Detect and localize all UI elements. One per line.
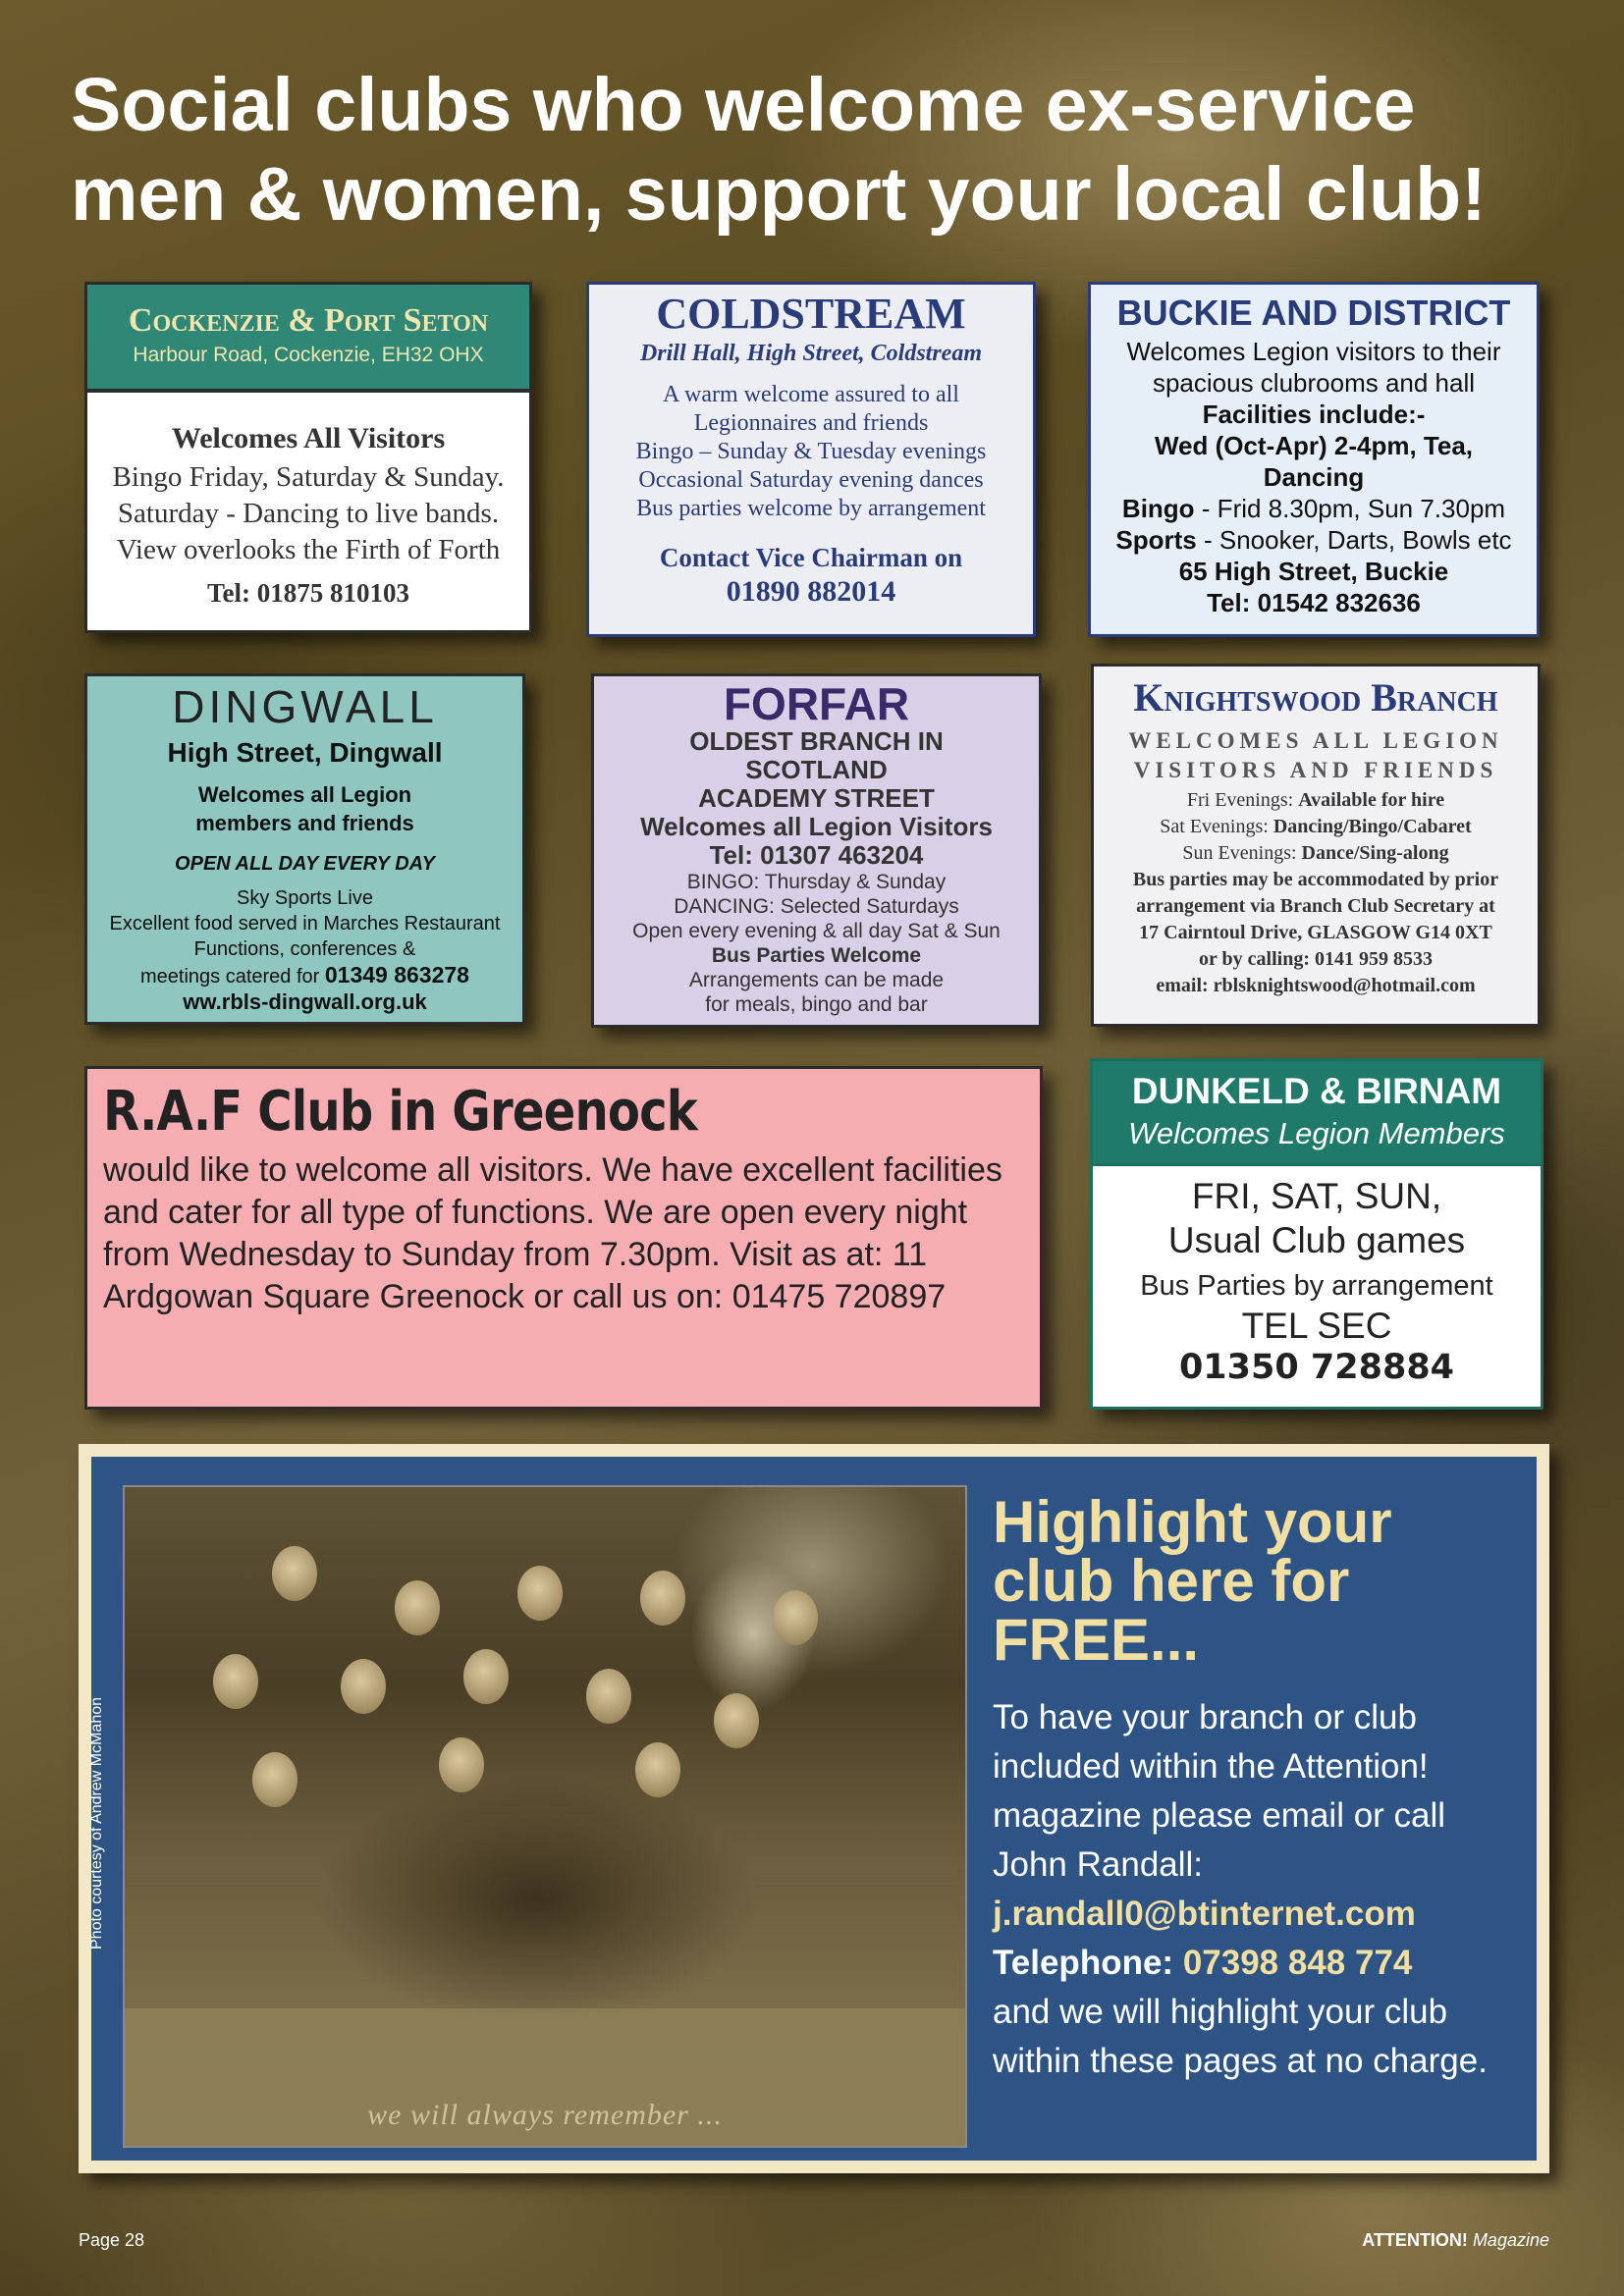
- photo-figure: [341, 1659, 386, 1714]
- forfar-arr-1: Arrangements can be made: [688, 969, 945, 991]
- coldstream-tel: 01890 882014: [726, 575, 896, 608]
- coldstream-line: A warm welcome assured to all: [663, 382, 959, 407]
- coldstream-line: Bingo – Sunday & Tuesday evenings: [635, 439, 987, 464]
- knightswood-ad: [1091, 664, 1541, 1027]
- coldstream-contact: Contact Vice Chairman on: [659, 543, 963, 572]
- photo-figure: [517, 1566, 563, 1621]
- buckie-bingo: [1091, 493, 1537, 524]
- forfar-header-lines: [594, 727, 1039, 870]
- buckie-sports-text: - Snooker, Darts, Bowls etc: [1196, 525, 1512, 555]
- forfar-bingo: BINGO: Thursday & Sunday: [686, 871, 947, 893]
- buckie-wed-1: Wed (Oct-Apr) 2-4pm, Tea,: [1154, 431, 1474, 460]
- photo-caption: we will always remember ...: [367, 2099, 723, 2131]
- promo-body-1: To have your branch or club included within the Attention! magazine please email or call John Randall:: [993, 1698, 1446, 1884]
- dingwall-line-1: Sky Sports Live: [237, 887, 373, 909]
- buckie-facilities: Facilities include:-: [1202, 400, 1426, 429]
- cockenzie-lines: [87, 459, 529, 568]
- photo-figure: [714, 1693, 759, 1748]
- knightswood-fri-label: Fri Evenings:: [1186, 789, 1299, 811]
- magazine-name-italic: Magazine: [1467, 2230, 1549, 2250]
- knightswood-bus-2: arrangement via Branch Club Secretary at: [1136, 895, 1495, 917]
- knightswood-sun: [1094, 840, 1538, 867]
- cockenzie-welcome: Welcomes All Visitors: [171, 422, 446, 454]
- forfar-welcome: Welcomes all Legion Visitors: [640, 812, 993, 841]
- knightswood-call-label: or by calling:: [1199, 948, 1315, 970]
- promo-body: [993, 1693, 1523, 2086]
- knightswood-title: Knightswood Branch: [1133, 675, 1498, 720]
- photo-figure: [635, 1742, 680, 1797]
- forfar-tel: Tel: 01307 463204: [709, 840, 924, 870]
- buckie-title: BUCKIE AND DISTRICT: [1116, 293, 1511, 333]
- knightswood-call: [1094, 946, 1538, 973]
- photo-figure: [586, 1669, 631, 1724]
- dingwall-title: DINGWALL: [172, 681, 438, 732]
- dingwall-line-2: Excellent food served in Marches Restaurant: [109, 913, 501, 934]
- coldstream-line: Legionnaires and friends: [693, 410, 929, 436]
- forfar-oldest-1: OLDEST BRANCH IN: [689, 726, 944, 756]
- buckie-bingo-label: Bingo: [1121, 494, 1195, 523]
- knightswood-sun-label: Sun Evenings:: [1182, 842, 1302, 864]
- dingwall-details: [87, 885, 522, 1015]
- buckie-address: 65 High Street, Buckie: [1178, 557, 1449, 586]
- photo-figure: [439, 1737, 484, 1792]
- promo-tel[interactable]: 07398 848 774: [1182, 1944, 1413, 1982]
- dunkeld-bus: Bus Parties by arrangement: [1140, 1270, 1493, 1302]
- buckie-bingo-text: - Frid 8.30pm, Sun 7.30pm: [1194, 494, 1506, 523]
- knightswood-sun-text: Dance/Sing-along: [1301, 842, 1449, 864]
- knightswood-details: [1094, 787, 1538, 999]
- dunkeld-title: DUNKELD & BIRNAM: [1131, 1071, 1502, 1111]
- coldstream-lines: [589, 381, 1033, 523]
- photo-figure: [640, 1571, 685, 1626]
- dunkeld-subtitle: Welcomes Legion Members: [1128, 1116, 1505, 1150]
- buckie-sports-label: Sports: [1115, 525, 1197, 555]
- coldstream-ad: [586, 282, 1036, 637]
- dunkeld-telsec: TEL SEC: [1241, 1306, 1392, 1346]
- raf-ad: [84, 1066, 1043, 1410]
- buckie-intro-2: spacious clubrooms and hall: [1152, 368, 1476, 398]
- forfar-street: ACADEMY STREET: [698, 783, 935, 813]
- dunkeld-games: Usual Club games: [1167, 1220, 1466, 1260]
- dingwall-meetings: meetings catered for: [140, 966, 325, 988]
- photo-figure: [272, 1546, 317, 1601]
- knightswood-email: rblsknightswood@hotmail.com: [1213, 975, 1476, 996]
- photo-credit: Photo courtesy of Andrew McMahon: [88, 1696, 105, 1949]
- promo-tel-label: Telephone:: [993, 1944, 1183, 1982]
- knightswood-email-label: email:: [1156, 975, 1214, 996]
- buckie-wed-2: Dancing: [1263, 462, 1365, 492]
- cockenzie-line: View overlooks the Firth of Forth: [116, 534, 501, 565]
- dingwall-web: ww.rbls-dingwall.org.uk: [183, 989, 427, 1014]
- dunkeld-days: FRI, SAT, SUN,: [1191, 1176, 1442, 1216]
- photo-figure: [213, 1654, 258, 1709]
- buckie-intro-1: Welcomes Legion visitors to their: [1126, 337, 1501, 366]
- knightswood-email-line: [1094, 973, 1538, 999]
- cockenzie-line: Bingo Friday, Saturday & Sunday.: [112, 461, 505, 493]
- photo-figure: [463, 1649, 509, 1704]
- dunkeld-header: [1093, 1061, 1541, 1166]
- buckie-sports: [1091, 524, 1537, 556]
- forfar-dancing: DANCING: Selected Saturdays: [674, 895, 959, 918]
- promo-telephone: [993, 1939, 1523, 1988]
- cockenzie-body: [87, 422, 529, 609]
- dingwall-open: OPEN ALL DAY EVERY DAY: [175, 853, 435, 875]
- cockenzie-header: [87, 285, 529, 393]
- photo-figure: [252, 1752, 298, 1807]
- veterans-photo: [123, 1485, 967, 2148]
- forfar-arr-2: for meals, bingo and bar: [705, 993, 928, 1016]
- dingwall-ad: [84, 673, 525, 1025]
- knightswood-welcome: [1094, 726, 1538, 785]
- promo-email[interactable]: j.randall0@btinternet.com: [993, 1895, 1416, 1933]
- page-headline: [71, 61, 1563, 240]
- forfar-open: Open every evening & all day Sat & Sun: [632, 920, 1001, 942]
- coldstream-line: Occasional Saturday evening dances: [638, 467, 984, 493]
- dingwall-welcome-1: Welcomes all Legion: [197, 782, 412, 807]
- cockenzie-tel: Tel: 01875 810103: [206, 578, 409, 608]
- coldstream-line: Bus parties welcome by arrangement: [636, 496, 986, 521]
- knightswood-phone: 0141 959 8533: [1314, 948, 1433, 970]
- promo-panel: [88, 1457, 1537, 2161]
- raf-body: would like to welcome all visitors. We have excellent facilities and cater for all type of functions. We are open every night from Wednesday to Sunday from 7.30pm. Visit as at: 11 Ardgowan Square Greenock or call us on: 01475 720897: [103, 1151, 1002, 1315]
- forfar-oldest-2: SCOTLAND: [745, 755, 888, 784]
- dunkeld-ad: [1090, 1058, 1543, 1410]
- promo-body-2: and we will highlight your club within these pages at no charge.: [993, 1993, 1488, 2080]
- forfar-details: [594, 870, 1039, 1017]
- cockenzie-title: Cockenzie & Port Seton: [128, 302, 489, 339]
- dunkeld-phone: 01350 728884: [1178, 1348, 1455, 1387]
- cockenzie-line: Saturday - Dancing to live bands.: [117, 498, 500, 529]
- knightswood-sat: [1094, 814, 1538, 840]
- dingwall-welcome-2: members and friends: [195, 811, 414, 835]
- coldstream-title: COLDSTREAM: [656, 290, 966, 338]
- promo-text: [993, 1489, 1523, 2086]
- knightswood-sat-text: Dancing/Bingo/Cabaret: [1272, 816, 1472, 837]
- dingwall-phone: 01349 863278: [324, 962, 469, 988]
- raf-title: R.A.F Club in Greenock: [103, 1080, 697, 1144]
- knightswood-fri-text: Available for hire: [1298, 789, 1445, 811]
- buckie-tel: Tel: 01542 832636: [1207, 588, 1421, 617]
- headline-line-1: Social clubs who welcome ex-service: [71, 63, 1416, 147]
- forfar-bus: Bus Parties Welcome: [711, 944, 922, 967]
- photo-figure: [395, 1580, 440, 1635]
- dingwall-welcome: [87, 780, 522, 837]
- dingwall-line-4: [87, 962, 522, 989]
- page-number: Page 28: [79, 2230, 145, 2250]
- dingwall-line-3: Functions, conferences &: [193, 938, 416, 960]
- forfar-ad: [591, 673, 1042, 1028]
- headline-line-2: men & women, support your local club!: [71, 152, 1487, 237]
- knightswood-fri: [1094, 787, 1538, 814]
- cockenzie-address: Harbour Road, Cockenzie, EH32 OHX: [133, 344, 484, 366]
- forfar-title: FORFAR: [723, 678, 910, 729]
- magazine-name-bold: ATTENTION!: [1362, 2230, 1468, 2250]
- magazine-name: [1276, 2230, 1549, 2251]
- knightswood-welcome-1: WELCOMES ALL LEGION: [1128, 728, 1503, 753]
- buckie-ad: [1088, 282, 1540, 637]
- photo-figure: [773, 1590, 818, 1645]
- promo-heading: Highlight your club here for FREE...: [993, 1489, 1392, 1673]
- buckie-body: [1091, 336, 1537, 618]
- dingwall-street: High Street, Dingwall: [167, 737, 443, 768]
- knightswood-welcome-2: VISITORS AND FRIENDS: [1133, 758, 1498, 782]
- coldstream-subtitle: Drill Hall, High Street, Coldstream: [639, 341, 983, 366]
- cockenzie-ad: [84, 282, 532, 633]
- knightswood-sat-label: Sat Evenings:: [1160, 816, 1273, 837]
- promo-frame: [79, 1444, 1549, 2173]
- knightswood-bus-1: Bus parties may be accommodated by prior: [1132, 869, 1499, 890]
- knightswood-bus-3: 17 Cairntoul Drive, GLASGOW G14 0XT: [1139, 922, 1492, 943]
